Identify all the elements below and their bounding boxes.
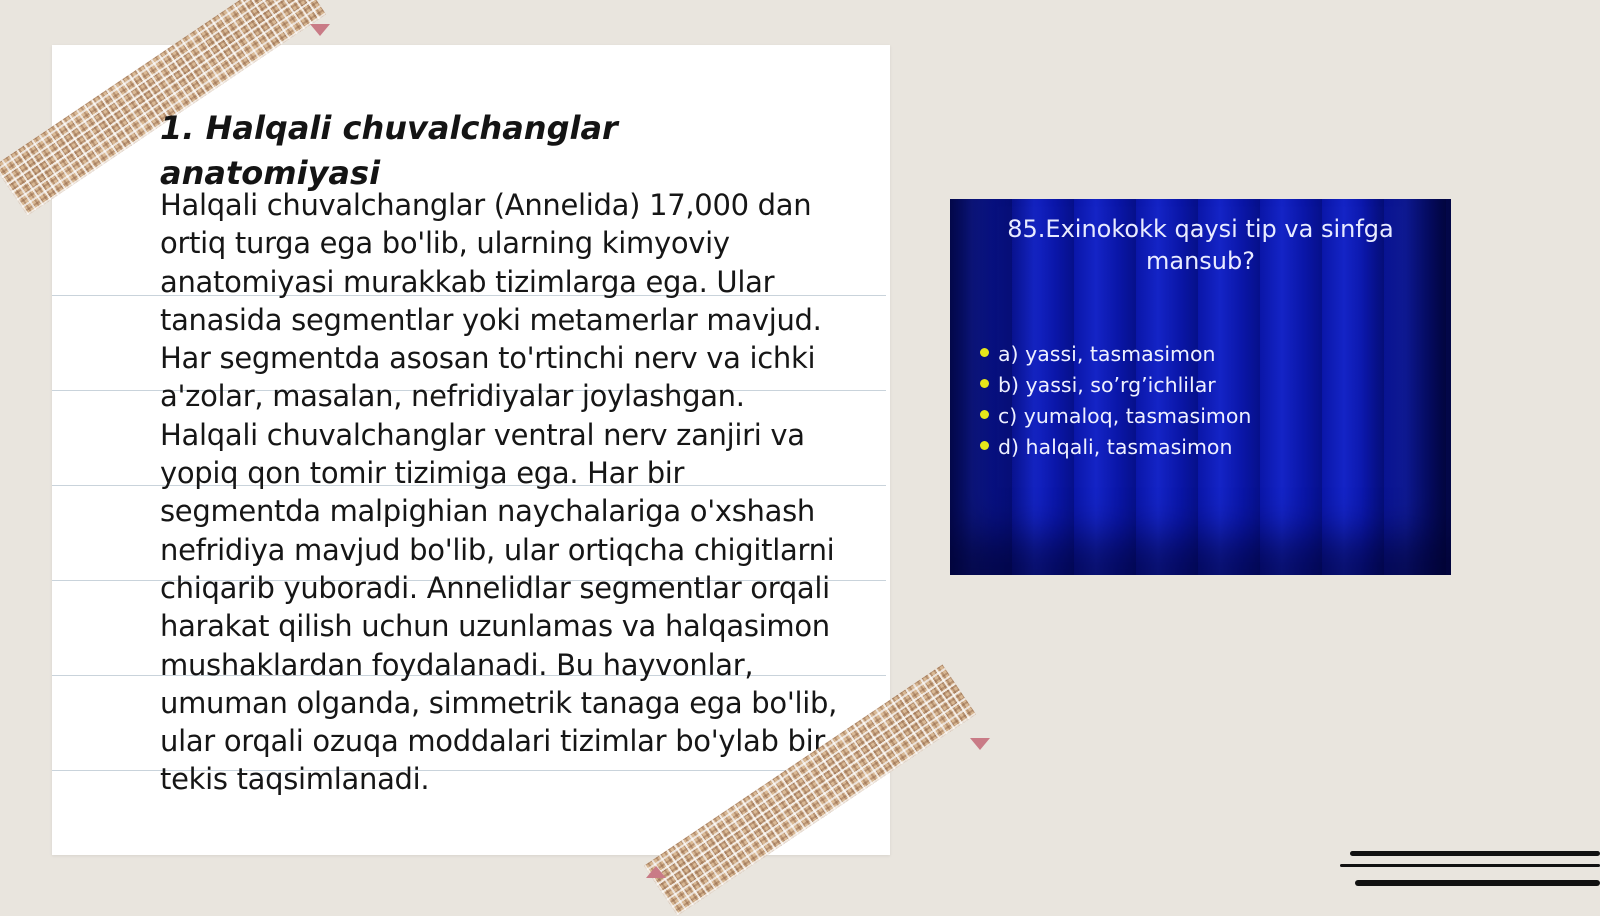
- bullet-icon: [980, 441, 989, 450]
- tape-pin-icon: [310, 24, 330, 36]
- brush-stroke-decoration: [1350, 851, 1600, 856]
- bullet-icon: [980, 410, 989, 419]
- quiz-option: [980, 401, 1251, 432]
- quiz-option: [980, 432, 1251, 463]
- bullet-icon: [980, 379, 989, 388]
- quiz-option-label: b) yassi, so’rg’ichlilar: [998, 373, 1216, 397]
- body-paragraph: Halqali chuvalchanglar (Annelida) 17,000 dan ortiq turga ega bo'lib, ularning kimyoviy anatomiyasi murakkab tizimlarga ega. Ular tanasida segmentlar yoki metamerlar mavjud. Har segmentda asosan to'rtinchi nerv va ichki a'zolar, masalan, nefridiyalar joylashgan. Halqali chuvalchanglar ventral nerv zanjiri va yopiq qon tomir tizimiga ega. Har bir segmentda malpighian naychalariga o'xshash nefridiya mavjud bo'lib, ular ortiqcha chigitlarni chiqarib yuboradi. Annelidlar segmentlar orqali harakat qilish uchun uzunlamas va halqasimon mushaklardan foydalanadi. Bu hayvonlar, umuman olganda, simmetrik tanaga ega bo'lib, ular orqali ozuqa moddalari tizimlar bo'ylab bir tekis taqsimlanadi.: [160, 188, 838, 797]
- bullet-icon: [980, 348, 989, 357]
- brush-stroke-decoration: [1340, 864, 1600, 867]
- quiz-option: [980, 370, 1251, 401]
- quiz-option-label: c) yumaloq, tasmasimon: [998, 404, 1252, 428]
- quiz-option-label: d) halqali, tasmasimon: [998, 435, 1233, 459]
- quiz-option: [980, 339, 1251, 370]
- page-title: 1. Halqali chuvalchanglar anatomiyasi: [160, 109, 618, 192]
- quiz-options-list: [980, 339, 1251, 463]
- brush-stroke-decoration: [1355, 880, 1600, 886]
- tape-pin-icon: [646, 866, 666, 878]
- quiz-question: 85.Exinokokk qaysi tip va sinfga mansub?: [1007, 215, 1394, 275]
- quiz-slide-image: [950, 199, 1451, 575]
- tape-pin-icon: [970, 738, 990, 750]
- quiz-option-label: a) yassi, tasmasimon: [998, 342, 1216, 366]
